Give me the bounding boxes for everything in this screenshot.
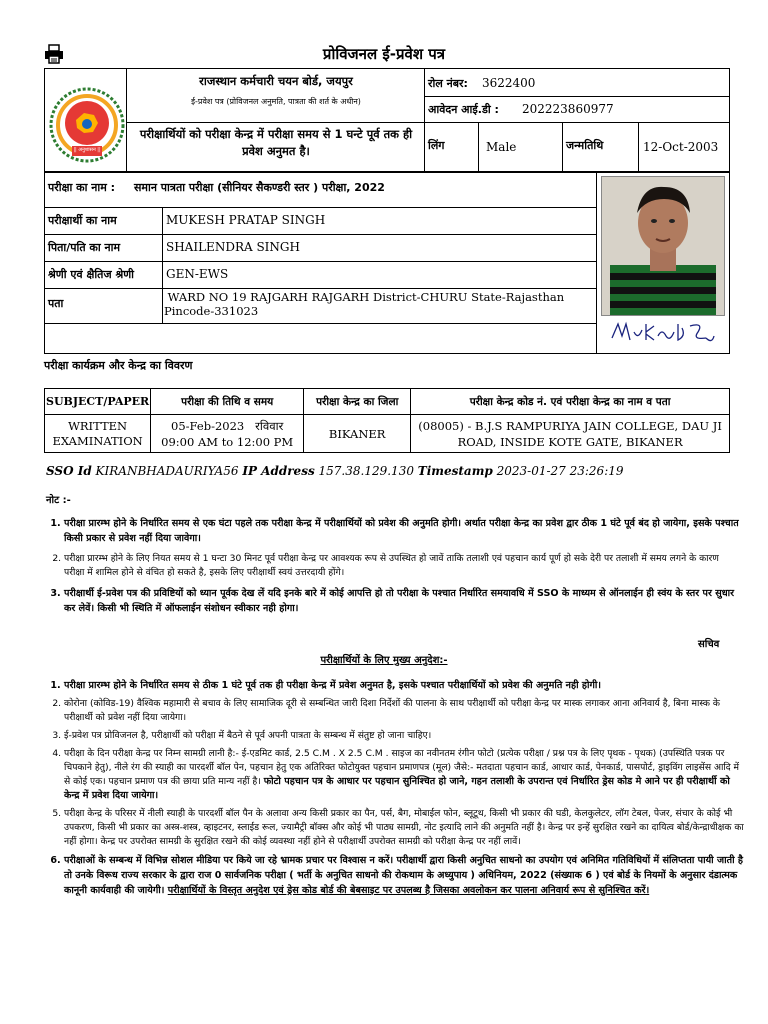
divider	[478, 122, 479, 172]
instruction-item: 1. परीक्षा प्रारम्भ होने के निर्धारित समय से ठीक 1 घंटे पूर्व तक ही परीक्षा केन्द्र में प्रवेश अनुमत है, इसके पश्चात परीक्षार्थियों को प्रवेश की अनुमति नही होगी।	[64, 678, 744, 693]
note-item: 1. परीक्षा प्रारम्भ होने के निर्धारित समय से एक घंटा पहले तक परीक्षा केन्द्र में परीक्षार्थियों को प्रवेश की अनुमति होगी। अर्थात परीक्षा केन्द्र का प्रवेश द्वार ठीक 1 घंटे पूर्व बंद हो जायेगा, इसके पश्चात किसी प्रकार से प्रवेश नहीं दिया जावेगा।	[64, 516, 740, 546]
ip-label: IP Address	[242, 464, 315, 478]
district-cell: BIKANER	[304, 415, 411, 453]
rsmssb-logo	[48, 86, 126, 164]
application-id-value: 202223860977	[522, 102, 614, 116]
exam-time: 09:00 AM to 12:00 PM	[161, 434, 294, 449]
org-subtitle: ई-प्रवेश पत्र (प्रोविजनल अनुमति, पात्रता की शर्त के अधीन)	[191, 97, 361, 106]
divider	[424, 68, 425, 172]
candidate-name-label: परीक्षार्थी का नाम	[48, 214, 117, 227]
divider	[126, 122, 424, 123]
note-item: 3. परीक्षार्थी ई-प्रवेश पत्र की प्रविष्टियों को ध्यान पूर्वक देख लें यदि इनके बारे में कोई आपत्ति हो तो परीक्षा के पश्चात निर्धारित समयावधि में SSO के माध्यम से ऑनलाईन ही स्वंय के स्तर पर सुधार कर लेवें। किसी भी स्थिति में ऑफलाईन संशोधन स्वीकार नही होगा।	[64, 586, 740, 616]
instruction-item: 3. ई-प्रवेश पत्र प्रोविजनल है, परीक्षार्थी को परीक्षा में बैठने से पूर्व अपनी पात्रता के सम्बन्ध में संतुष्ट हो जाना चाहिए।	[64, 729, 744, 743]
divider	[126, 68, 127, 172]
divider	[638, 122, 639, 172]
divider	[596, 172, 597, 354]
note-item: 2. परीक्षा प्रारम्भ होने के लिए नियत समय से 1 घन्टा 30 मिनट पूर्व परीक्षा केन्द्र पर आवश्यक रूप से उपस्थित हो जावें ताकि तलाशी एवं पहचान कार्य पूर्ण हो सके देरी पर तलाशी में समय लगने के कारण परीक्षा में शामिल होने से वंचित हो सकते है, इसके लिए परीक्षार्थी स्वयं उत्तरदायी होंगे।	[64, 552, 740, 580]
sso-value: KIRANBHADAURIYA56	[95, 464, 239, 478]
instruction-6-text: परीक्षाओं के सम्बन्ध में विभिन्न सोशल मीडिया पर किये जा रहे भ्रामक प्रचार पर विश्वास न करें। परीक्षार्थी द्वारा किसी अनुचित साधनो का उपयोग एवं अनिमित गतिविधियों में संलिप्तता पायी जाती है तो उनके विरूध राज्य सरकार के द्वारा राज 0 सार्वजनिक परीक्षा ( भर्ती के अनुचित साधनो की रोकथाम के अध्युपाय ) अधिनियम, 2022 (संख्याक 6 ) एवं बोर्ड के नियमों के अनुसार दंडात्मक कानूनी कार्यवाही की जायेगी।	[64, 855, 744, 896]
roll-label: रोल नंबर:	[428, 77, 468, 90]
centre-cell: (08005) - B.J.S RAMPURIYA JAIN COLLEGE, DAU JI ROAD, INSIDE KOTE GATE, BIKANER	[411, 415, 730, 453]
father-name-value: SHAILENDRA SINGH	[166, 240, 300, 254]
dob-label: जन्मतिथि	[566, 139, 604, 152]
category-value: GEN-EWS	[166, 267, 229, 281]
divider	[44, 234, 596, 235]
schedule-title: परीक्षा कार्यक्रम और केन्द्र का विवरण	[44, 359, 193, 372]
divider	[424, 122, 730, 123]
meta-row	[46, 464, 624, 478]
instruction-4-bold: फोटो पहचान पत्र के आधार पर पहचान सुनिश्चित हो जाने, गहन तलाशी के उपरान्त एवं निर्धारित ड्रेस कोड मे आने पर ही परीक्षार्थी को केन्द्र में प्रवेश दिया जायेगा।	[64, 776, 730, 801]
timestamp-label: Timestamp	[417, 464, 493, 478]
date-time-cell	[151, 415, 304, 453]
divider	[44, 261, 596, 262]
instruction-item: 5. परीक्षा केन्द्र के परिसर में नीली स्याही के पारदर्शी बॉल पैन के अलावा अन्य किसी प्रकार का पैन, पर्स, बैग, मोबाईल फोन, ब्लूटूथ, किसी भी प्रकार की घडी, केलकुलेटर, लॉग टेबल, पेजर, संचार के कोई भी उपकरण, किसी भी प्रकार का अस्त्र-शस्त्र, व्हाइटनर, स्लाईड रूल, ज्यामैट्री बॉक्स और कोई भी पाठ्य सामग्री, नोट इत्यादि लाने की अनुमति नहीं है। केन्द्र पर इन्हें सुरक्षित रखने का दायित्व बोर्ड/केन्द्राधीक्षक का नहीं होगा। केन्द्र पर उपरोक्त सामग्री के सुरक्षित रखने की कोई व्यवस्था नहीं होने से परीक्षार्थी उपरोक्त सामग्री को परीक्षा केन्द्र पर नहीं लावें।	[64, 807, 744, 849]
category-label: श्रेणी एवं क्षैतिज श्रेणी	[48, 268, 135, 281]
dob-value: 12-Oct-2003	[643, 140, 719, 154]
divider	[562, 122, 563, 172]
col-subject: SUBJECT/PAPER	[45, 389, 151, 415]
org-name: राजस्थान कर्मचारी चयन बोर्ड, जयपुर	[199, 74, 353, 88]
gender-label: लिंग	[428, 139, 445, 152]
address-label: पता	[48, 297, 64, 310]
schedule-table	[44, 388, 730, 453]
divider	[162, 207, 163, 323]
instruction-item: 2. कोरोना (कोविड-19) वैश्विक महामारी से बचाव के लिए सामाजिक दूरी से सम्बन्धित जारी दिशा निर्देशों की पालना के साथ परीक्षार्थी को परीक्षा केन्द्र पर मास्क लगाकर आना अनिवार्य है, बिना मास्क के परीक्षार्थी को प्रवेश नहीं दिया जायेगा।	[64, 697, 744, 725]
col-centre: परीक्षा केन्द्र कोड नं. एवं परीक्षा केन्द्र का नाम व पता	[411, 389, 730, 415]
gender-value: Male	[486, 140, 517, 154]
instructions-title: परीक्षार्थियों के लिए मुख्य अनुदेश:-	[320, 655, 448, 666]
col-district: परीक्षा केन्द्र का जिला	[304, 389, 411, 415]
exam-name-value: समान पात्रता परीक्षा (सीनियर सैकण्डरी स्तर ) परीक्षा, 2022	[134, 181, 385, 194]
ip-value: 157.38.129.130	[318, 464, 414, 478]
timestamp-value: 2023-01-27 23:26:19	[496, 464, 624, 478]
logo-motto: || अनुशासन ||	[73, 147, 101, 153]
father-name-label: पिता/पति का नाम	[48, 241, 121, 254]
exam-name-label: परीक्षा का नाम :	[48, 181, 116, 194]
address-value: WARD NO 19 RAJGARH RAJGARH District-CHURU State-Rajasthan Pincode-331023	[164, 290, 568, 318]
instruction-4-text: परीक्षा के दिन परीक्षा केन्द्र पर निम्न सामग्री लानी है:- ई-एडमिट कार्ड, 2.5 C.M . X 2.5 C.M . साइज का नवीनतम रंगीन फोटो (प्रत्येक परीक्षा / प्रश्न पत्र के लिए पृथक - पृथक) (उपस्थिति पत्रक पर चिपकाने हेतु), नीले रंग की स्याही का पारदर्शी बॉल पेन, पहचान हेतु एक अतिरिक्त फोटोयुक्त पहचान प्रमाणपत्र (मूल) जैसे:- मतदाता पहचान कार्ड, आधार कार्ड, पेनकार्ड, पासपोर्ट, ड्राइविंग लाइसेंस आदि में से कोई एक। पहचान प्रमाण पत्र की छाया प्रति मान्य नहीं है।	[64, 748, 740, 787]
application-id-label: आवेदन आई.डी :	[428, 103, 499, 116]
divider	[44, 207, 596, 208]
subject-cell: WRITTEN EXAMINATION	[45, 415, 151, 453]
entry-warning: परीक्षार्थियों को परीक्षा केन्द्र में परीक्षा समय से 1 घन्टे पूर्व तक ही प्रवेश अनुमत है।	[139, 127, 413, 158]
roll-value: 3622400	[482, 76, 536, 90]
instructions-list	[46, 678, 744, 898]
exam-date: 05-Feb-2023 रविवार	[171, 418, 284, 433]
instruction-item	[64, 747, 744, 803]
sso-label: SSO Id	[46, 464, 92, 478]
candidate-name-value: MUKESH PRATAP SINGH	[166, 213, 326, 227]
notes-list	[46, 516, 740, 616]
col-date-time: परीक्षा की तिथि व समय	[151, 389, 304, 415]
instruction-item	[64, 853, 744, 898]
candidate-signature	[608, 318, 718, 350]
divider	[424, 96, 730, 97]
divider	[44, 288, 596, 289]
note-label: नोट :-	[46, 495, 71, 506]
instruction-6-link[interactable]: परीक्षार्थियों के विस्तृत अनुदेश एवं ड्रेस कोड बोर्ड की बेबसाइट पर उपलब्ध है जिसका अवलोकन कर पालना अनिवार्य रूप से सुनिश्चित करें।	[167, 885, 650, 896]
candidate-photo	[601, 176, 725, 316]
divider	[44, 323, 596, 324]
secretary-label: सचिव	[698, 639, 720, 650]
page-title: प्रोविजनल ई-प्रवेश पत्र	[322, 45, 446, 63]
